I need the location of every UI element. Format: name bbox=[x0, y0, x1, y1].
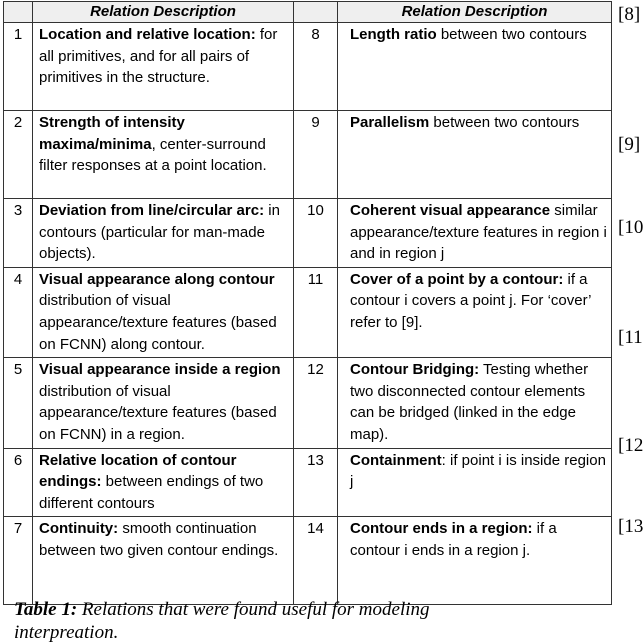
relation-detail: distribution of visual appearance/texture features (based on FCNN) in a region. bbox=[39, 382, 277, 443]
relation-detail: between two contours bbox=[429, 114, 580, 131]
relation-name: Relative location of contour endings: bbox=[39, 451, 237, 491]
row-number: 14 bbox=[294, 517, 338, 605]
relation-detail: in contours (particular for man-made objects). bbox=[39, 202, 280, 263]
relation-detail: between two contours bbox=[436, 26, 587, 43]
reference-marker: [10 bbox=[618, 217, 643, 238]
relation-name: Containment bbox=[350, 451, 442, 469]
relation-description bbox=[33, 358, 294, 448]
relation-name: Deviation from line/circular arc: bbox=[39, 202, 265, 219]
relation-name: Visual appearance along contour bbox=[39, 270, 275, 288]
row-number: 9 bbox=[294, 111, 338, 199]
header-desc-right: Relation Description bbox=[338, 2, 612, 23]
relation-detail: if a contour i ends in a region j. bbox=[350, 520, 557, 559]
table-caption bbox=[14, 598, 514, 644]
caption-label: Table 1: bbox=[14, 599, 78, 620]
table-row bbox=[4, 448, 612, 517]
relation-description bbox=[338, 199, 612, 268]
table-row bbox=[4, 517, 612, 605]
relation-name: Contour Bridging: bbox=[350, 361, 480, 379]
reference-marker: [11 bbox=[618, 327, 643, 348]
relation-detail: smooth continuation between two given contour endings. bbox=[39, 520, 279, 559]
header-desc-left: Relation Description bbox=[33, 2, 294, 23]
reference-marker: [9] bbox=[618, 134, 641, 155]
row-number: 10 bbox=[294, 199, 338, 268]
relation-description bbox=[33, 199, 294, 268]
row-number: 3 bbox=[4, 199, 33, 268]
row-number: 4 bbox=[4, 267, 33, 357]
relation-name: Length ratio bbox=[350, 26, 437, 43]
header-num-left bbox=[4, 2, 33, 23]
relation-description bbox=[338, 358, 612, 448]
relation-description bbox=[33, 448, 294, 517]
relation-name: Continuity: bbox=[39, 520, 119, 538]
row-number: 13 bbox=[294, 448, 338, 517]
row-number: 2 bbox=[4, 111, 33, 199]
row-number: 1 bbox=[4, 23, 33, 111]
reference-marker: [12 bbox=[618, 435, 643, 456]
relation-detail: Testing whether two disconnected contour elements can be bridged (linked in the edge map). bbox=[350, 361, 589, 443]
table-row bbox=[4, 111, 612, 199]
relation-detail: similar appearance/texture features in region i and in region j bbox=[350, 202, 607, 263]
row-number: 12 bbox=[294, 358, 338, 448]
table-header-row bbox=[4, 2, 612, 23]
caption-text: Relations that were found useful for modeling interpreation. bbox=[14, 599, 430, 643]
relation-name: Location and relative location: bbox=[39, 26, 256, 43]
margin-references bbox=[618, 0, 643, 643]
relation-description bbox=[33, 517, 294, 605]
reference-marker: [8] bbox=[618, 4, 641, 25]
relation-description bbox=[338, 23, 612, 111]
row-number: 7 bbox=[4, 517, 33, 605]
relation-detail: if a contour i covers a point j. For ‘cover’ refer to [9]. bbox=[350, 270, 591, 331]
table-row bbox=[4, 199, 612, 268]
table-row bbox=[4, 23, 612, 111]
relation-description bbox=[338, 267, 612, 357]
relation-description bbox=[338, 517, 612, 605]
relation-name: Cover of a point by a contour: bbox=[350, 270, 564, 288]
row-number: 8 bbox=[294, 23, 338, 111]
relation-name: Parallelism bbox=[350, 114, 430, 131]
header-num-right bbox=[294, 2, 338, 23]
relation-detail: for all primitives, and for all pairs of primitives in the structure. bbox=[39, 26, 278, 87]
table-row bbox=[4, 267, 612, 357]
relation-name: Coherent visual appearance bbox=[350, 202, 551, 219]
relation-detail: between endings of two different contours bbox=[39, 473, 264, 512]
relation-name: Visual appearance inside a region bbox=[39, 361, 281, 379]
relation-name: Contour ends in a region: bbox=[350, 520, 533, 538]
relation-description bbox=[33, 267, 294, 357]
row-number: 11 bbox=[294, 267, 338, 357]
relation-description bbox=[33, 23, 294, 111]
relation-name: Strength of intensity maxima/minima bbox=[39, 114, 185, 153]
relation-description bbox=[33, 111, 294, 199]
relations-table bbox=[3, 1, 612, 605]
reference-marker: [13 bbox=[618, 516, 643, 537]
row-number: 5 bbox=[4, 358, 33, 448]
row-number: 6 bbox=[4, 448, 33, 517]
relation-detail: distribution of visual appearance/texture features (based on FCNN) along contour. bbox=[39, 292, 277, 353]
relation-detail: : if point i is inside region j bbox=[350, 451, 606, 491]
table-row bbox=[4, 358, 612, 448]
relation-description bbox=[338, 448, 612, 517]
relation-description bbox=[338, 111, 612, 199]
relation-detail: , center-surround filter responses at a point location. bbox=[39, 135, 267, 175]
